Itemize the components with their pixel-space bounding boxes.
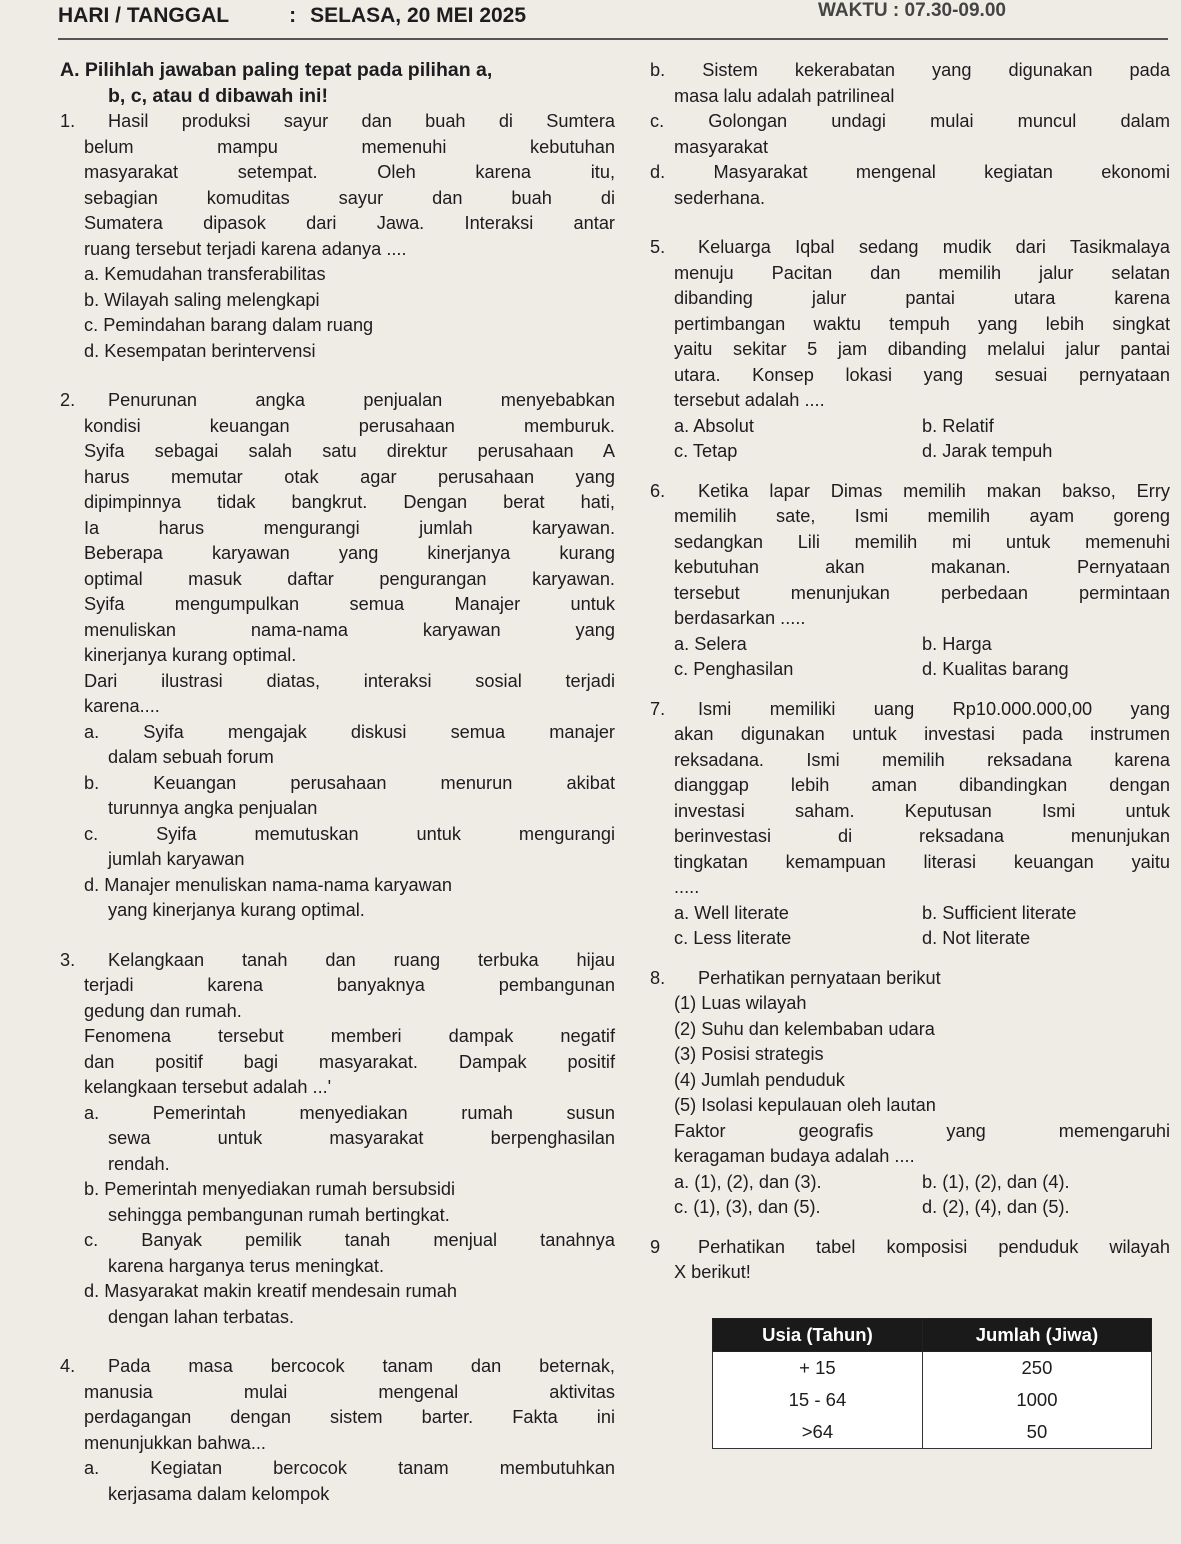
question-number: 1. [60,111,76,131]
question-2 [60,388,615,924]
question-7 [650,697,1170,952]
q3-option-b-cont: sehingga pembangunan rumah bertingkat. [108,1204,450,1225]
q8-item: (3) Posisi strategis [674,1044,824,1064]
q4-option-b-cont: masa lalu adalah patrilineal [674,85,895,106]
table-cell-usia: + 15 [713,1352,923,1385]
q4-option-c[interactable]: c. Golongan undagi mulai muncul dalam [650,111,1170,131]
q8-options [674,1170,1170,1221]
q8-stem: Perhatikan pernyataan berikut [698,967,941,988]
question-number: 9 [650,1236,661,1257]
q9-stem: Perhatikan tabel komposisi penduduk wilayah [698,1236,1170,1257]
question-4 [60,1354,615,1507]
q3-option-b[interactable]: b. Pemerintah menyediakan rumah bersubsidi [84,1179,456,1199]
q7-option-a[interactable]: a. Well literate [674,902,789,923]
header-separator: : [289,4,297,27]
table-header-jumlah: Jumlah (Jiwa) [922,1319,1151,1352]
q4-line: menunjukkan bahwa... [84,1432,266,1453]
q4-option-b[interactable]: b. Sistem kekerabatan yang digunakan pada [650,60,1170,80]
q6-option-b[interactable]: b. Harga [922,633,992,654]
q3-line: Kelangkaan tanah dan ruang terbuka hijau [108,949,615,970]
q3-line: Fenomena tersebut memberi dampak negatif [84,1026,615,1046]
q7-line: dianggap lebih aman dibandingkan dengan [674,775,1170,795]
q1-option-d[interactable]: d. Kesempatan berintervensi [84,340,316,361]
q2-line: kinerjanya kurang optimal. [84,645,297,665]
q6-option-d[interactable]: d. Kualitas barang [922,659,1069,679]
question-number: 6. [650,480,666,501]
q2-option-a[interactable]: a. Syifa mengajak diskusi semua manajer [84,721,615,742]
q2-option-d-cont: yang kinerjanya kurang optimal. [108,900,365,920]
question-3 [60,948,615,1331]
left-column [60,58,615,1507]
q2-option-c[interactable]: c. Syifa memutuskan untuk mengurangi [84,823,615,844]
question-number: 8. [650,967,666,988]
q7-line: berinvestasi di reksadana menunjukan [674,826,1170,846]
q2-line: Syifa sebagai salah satu direktur perusahaan A [84,441,615,461]
q2-line: optimal masuk daftar pengurangan karyawan. [84,568,615,589]
q8-option-b[interactable]: b. (1), (2), dan (4). [922,1171,1070,1192]
q8-option-a[interactable]: a. (1), (2), dan (3). [674,1171,822,1192]
table-header-usia: Usia (Tahun) [713,1319,923,1352]
question-number: 4. [60,1356,76,1376]
question-number: 2. [60,390,76,410]
q7-option-c[interactable]: c. Less literate [674,928,792,948]
q3-option-d-cont: dengan lahan terbatas. [108,1306,295,1327]
q4-option-d[interactable]: d. Masyarakat mengenal kegiatan ekonomi [650,162,1170,182]
q7-line: reksadana. Ismi memilih reksadana karena [674,749,1170,770]
q2-option-c-cont: jumlah karyawan [108,849,245,869]
q1-line: sebagian komuditas sayur dan buah di [84,187,615,208]
q2-option-b-cont: turunnya angka penjualan [108,798,318,818]
q4-line: manusia mulai mengenal aktivitas [84,1381,615,1402]
q3-option-a-cont: sewa untuk masyarakat berpenghasilan [108,1128,615,1148]
q3-option-a[interactable]: a. Pemerintah menyediakan rumah susun [84,1102,615,1123]
q7-line: ..... [674,877,700,897]
q2-option-d[interactable]: d. Manajer menuliskan nama-nama karyawan [84,874,452,895]
q1-line: masyarakat setempat. Oleh karena itu, [84,162,615,182]
q2-option-a-cont: dalam sebuah forum [108,747,274,767]
q6-line: Ketika lapar Dimas memilih makan bakso, Erry [698,480,1170,501]
q6-line: tersebut menunjukan perbedaan permintaan [674,582,1170,603]
q7-option-d[interactable]: d. Not literate [922,928,1031,948]
q1-option-c[interactable]: c. Pemindahan barang dalam ruang [84,315,374,335]
q1-option-a[interactable]: a. Kemudahan transferabilitas [84,264,326,284]
q1-option-b[interactable]: b. Wilayah saling melengkapi [84,289,320,310]
table-row [713,1416,1152,1449]
q5-option-a[interactable]: a. Absolut [674,415,754,436]
table-header-row [713,1319,1152,1352]
question-6 [650,479,1170,683]
question-5 [650,235,1170,465]
q3-option-a-cont: rendah. [108,1153,170,1174]
q1-line: ruang tersebut terjadi karena adanya .... [84,238,407,259]
q5-line: dibanding jalur pantai utara karena [674,288,1170,308]
header-waktu: WAKTU : 07.30-09.00 [818,0,1006,21]
q6-line: kebutuhan akan makanan. Pernyataan [674,557,1170,577]
q3-option-d[interactable]: d. Masyarakat makin kreatif mendesain rumah [84,1281,458,1301]
table-cell-usia: 15 - 64 [713,1384,923,1416]
q1-line: belum mampu memenuhi kebutuhan [84,136,615,157]
right-column [650,58,1170,1286]
q8-question: keragaman budaya adalah .... [674,1146,915,1166]
q6-options [674,632,1170,683]
q5-line: Keluarga Iqbal sedang mudik dari Tasikmalaya [698,237,1170,257]
q2-line: Penurunan angka penjualan menyebabkan [108,390,615,410]
q1-line: Sumatera dipasok dari Jawa. Interaksi antar [84,213,615,233]
q7-options [674,901,1170,952]
question-number: 7. [650,698,666,719]
q2-line: menuliskan nama-nama karyawan yang [84,619,615,640]
question-8 [650,966,1170,1221]
question-number: 3. [60,949,76,970]
question-number: 5. [650,237,666,257]
instruction-line-1: A. Pilihlah jawaban paling tepat pada pilihan a, [60,59,493,81]
q2-line: harus memutar otak agar perusahaan yang [84,466,615,487]
q5-option-d[interactable]: d. Jarak tempuh [922,441,1053,461]
header-date [58,4,526,28]
table-cell-jumlah: 1000 [922,1384,1151,1416]
q2-line: kondisi keuangan perusahaan memburuk. [84,415,615,436]
q4-option-a[interactable]: a. Kegiatan bercocok tanam membutuhkan [84,1458,615,1478]
q2-line: Beberapa karyawan yang kinerjanya kurang [84,543,615,563]
q6-option-a[interactable]: a. Selera [674,633,747,654]
q5-line: tersebut adalah .... [674,390,825,410]
q2-option-b[interactable]: b. Keuangan perusahaan menurun akibat [84,772,615,793]
question-1 [60,109,615,364]
q8-option-d[interactable]: d. (2), (4), dan (5). [922,1197,1070,1217]
q6-option-c[interactable]: c. Penghasilan [674,659,794,679]
q2-line: karena.... [84,696,160,716]
table-cell-jumlah: 250 [922,1352,1151,1385]
q8-item: (1) Luas wilayah [674,993,807,1013]
instruction-line-2: b, c, atau d dibawah ini! [108,84,328,107]
q2-line: Ia harus mengurangi jumlah karyawan. [84,517,615,538]
q2-line: Syifa mengumpulkan semua Manajer untuk [84,594,615,614]
q5-line: menuju Pacitan dan memilih jalur selatan [674,262,1170,283]
q3-line: terjadi karena banyaknya pembangunan [84,975,615,995]
q6-line: sedangkan Lili memilih mi untuk memenuhi [674,531,1170,552]
q7-line: investasi saham. Keputusan Ismi untuk [674,800,1170,821]
q9-stem-cont: X berikut! [674,1262,751,1282]
q7-line: Ismi memiliki uang Rp10.000.000,00 yang [698,698,1170,719]
q7-option-b[interactable]: b. Sufficient literate [922,902,1077,923]
q8-item: (4) Jumlah penduduk [674,1069,845,1090]
table-row [713,1352,1152,1385]
table-row [713,1384,1152,1416]
q1-line: Hasil produksi sayur dan buah di Sumtera [108,111,615,131]
q3-line: kelangkaan tersebut adalah ...' [84,1077,332,1097]
q6-line: memilih sate, Ismi memilih ayam goreng [674,506,1170,526]
q8-question: Faktor geografis yang memengaruhi [674,1120,1170,1141]
q3-line: gedung dan rumah. [84,1000,242,1021]
q5-options [674,414,1170,465]
q3-option-c-cont: karena harganya terus meningkat. [108,1255,385,1276]
q6-line: berdasarkan ..... [674,608,806,628]
q4-option-c-cont: masyarakat [674,136,769,157]
table-cell-usia: >64 [713,1416,923,1449]
q8-option-c[interactable]: c. (1), (3), dan (5). [674,1197,821,1217]
q4-line: perdagangan dengan sistem barter. Fakta ini [84,1407,615,1427]
population-table [712,1318,1152,1449]
q5-line: yaitu sekitar 5 jam dibanding melalui jalur pantai [674,339,1170,359]
header-date-value: SELASA, 20 MEI 2025 [310,4,527,27]
q2-line: Dari ilustrasi diatas, interaksi sosial terjadi [84,670,615,691]
q5-line: pertimbangan waktu tempuh yang lebih singkat [674,313,1170,334]
q4-line: Pada masa bercocok tanam dan beternak, [108,1356,615,1376]
question-9 [650,1235,1170,1286]
q8-item: (2) Suhu dan kelembaban udara [674,1018,935,1039]
q3-line: dan positif bagi masyarakat. Dampak positif [84,1051,615,1072]
q8-item: (5) Isolasi kepulauan oleh lautan [674,1095,936,1115]
q3-option-c[interactable]: c. Banyak pemilik tanah menjual tanahnya [84,1230,615,1250]
q7-line: tingkatan kemampuan literasi keuangan yaitu [674,851,1170,872]
q4-option-d-cont: sederhana. [674,187,766,208]
q5-option-c[interactable]: c. Tetap [674,441,738,461]
header-divider [58,38,1168,40]
q2-line: dipimpinnya tidak bangkrut. Dengan berat hati, [84,492,615,512]
q4-option-a-cont: kerjasama dalam kelompok [108,1483,330,1504]
q7-line: akan digunakan untuk investasi pada instrumen [674,724,1170,744]
table-cell-jumlah: 50 [922,1416,1151,1449]
q5-option-b[interactable]: b. Relatif [922,415,994,436]
header-label: HARI / TANGGAL [58,4,230,27]
q5-line: utara. Konsep lokasi yang sesuai pernyataan [674,364,1170,385]
